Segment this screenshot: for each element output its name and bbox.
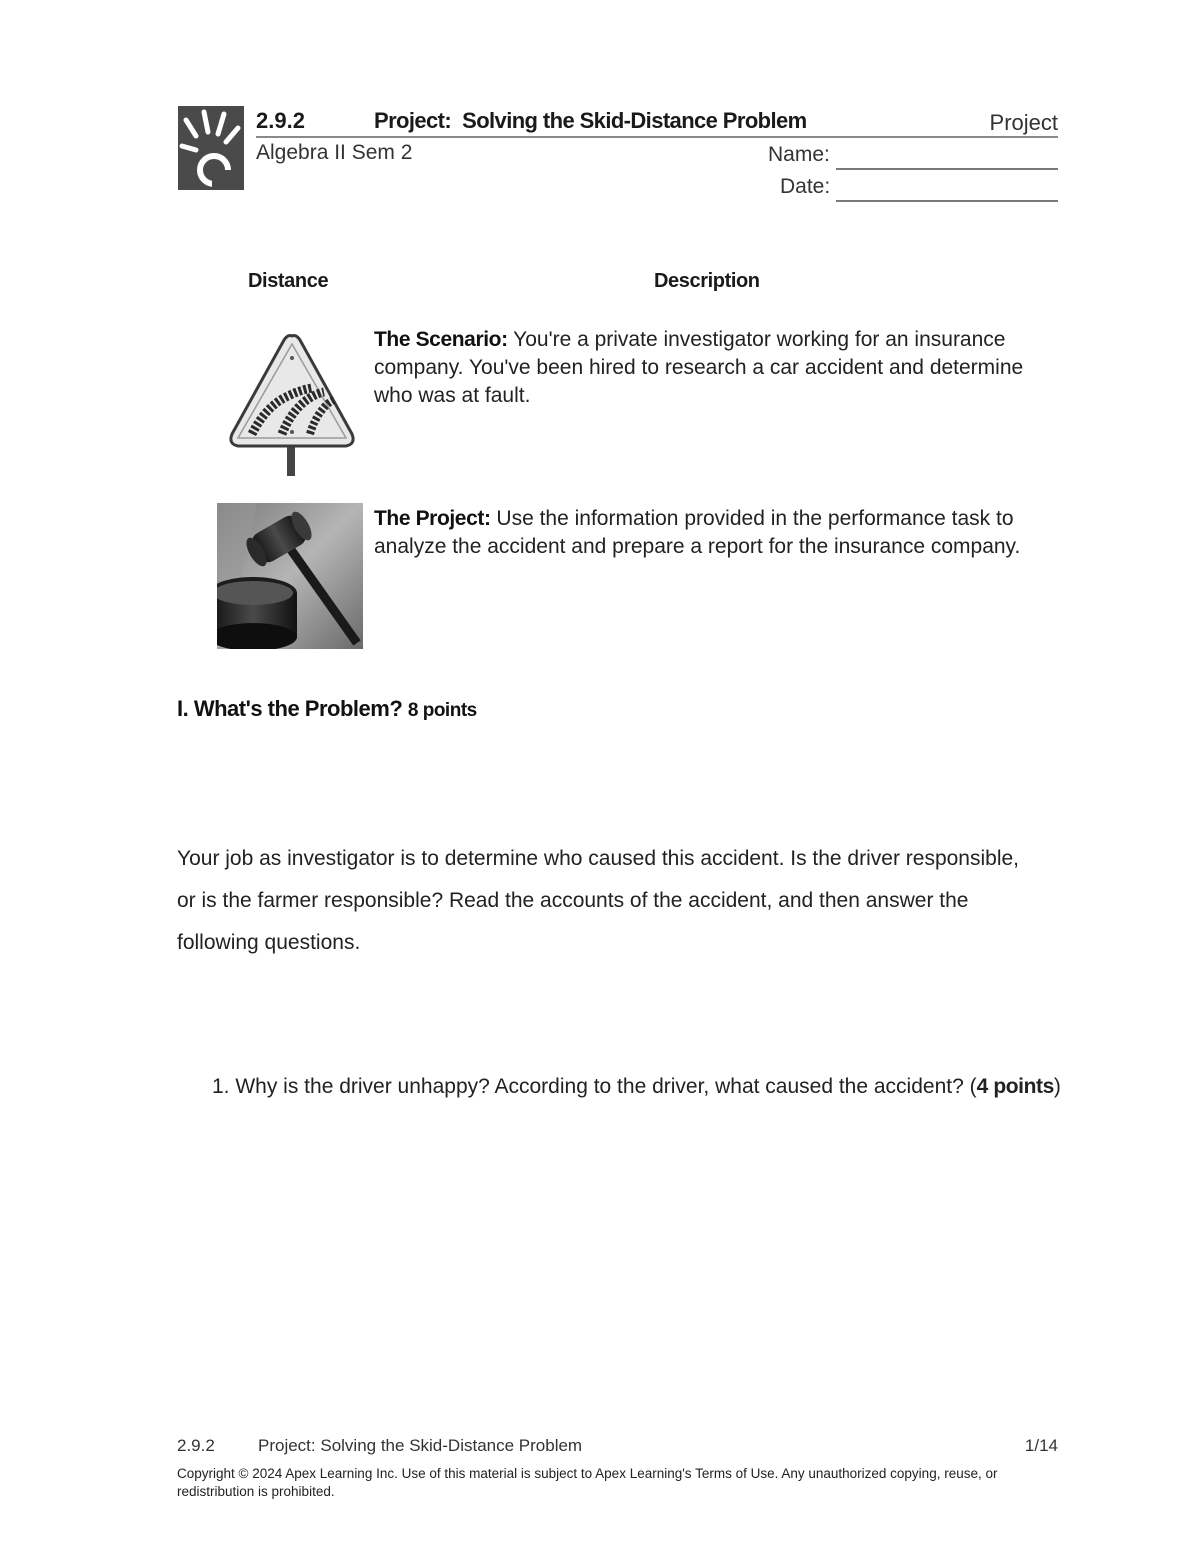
intro-paragraph: Your job as investigator is to determine who caused this accident. Is the driver responsible, or is the farmer responsible? Read the accounts of the accident, and then answer the following questions.: [177, 847, 1020, 954]
project-paragraph: [374, 505, 1054, 561]
document-type: Project: [989, 110, 1058, 135]
project-text: Use the information provided in the performance task to analyze the accident and prepare a report for the insurance company.: [374, 507, 1021, 558]
date-field[interactable]: [836, 200, 1058, 202]
question-1-close-paren: ): [1053, 1075, 1061, 1098]
name-field[interactable]: [836, 168, 1058, 170]
section-title: I. What's the Problem?: [177, 696, 408, 721]
column-heading-distance: Distance: [248, 270, 329, 292]
question-1: [212, 1066, 1072, 1108]
page-number: 1/14: [1024, 1436, 1058, 1455]
question-1-open-paren: (: [969, 1075, 977, 1098]
project-title: Project: Solving the Skid-Distance Problem: [374, 108, 807, 133]
name-label: Name:: [768, 143, 830, 166]
question-1-text: 1. Why is the driver unhappy? According to the driver, what caused the accident?: [212, 1075, 970, 1098]
course-name: Algebra II Sem 2: [256, 141, 413, 164]
question-1-points: 4 points: [976, 1075, 1054, 1098]
date-label: Date:: [780, 175, 831, 198]
apex-learning-logo-icon: [178, 106, 244, 190]
lesson-number: 2.9.2: [256, 108, 305, 133]
copyright-notice: Copyright © 2024 Apex Learning Inc. Use of this material is subject to Apex Learning's Terms of Use. Any unauthorized copying, reuse, or redistribution is prohibited.: [177, 1466, 998, 1499]
header-divider: [256, 136, 1058, 138]
column-heading-description: Description: [654, 270, 760, 292]
skid-warning-sign-icon: [226, 330, 358, 478]
footer-lesson-number: 2.9.2: [177, 1436, 215, 1455]
scenario-label: The Scenario:: [374, 328, 508, 351]
section-points: 8 points: [407, 700, 477, 721]
section-heading: [177, 696, 477, 722]
project-label: The Project:: [374, 507, 491, 530]
scenario-paragraph: [374, 326, 1054, 410]
gavel-photo-icon: [217, 503, 363, 649]
scenario-text: You're a private investigator working for an insurance company. You've been hired to research a car accident and determine who was at fault.: [374, 328, 1024, 407]
footer-title: Project: Solving the Skid-Distance Problem: [258, 1436, 583, 1455]
